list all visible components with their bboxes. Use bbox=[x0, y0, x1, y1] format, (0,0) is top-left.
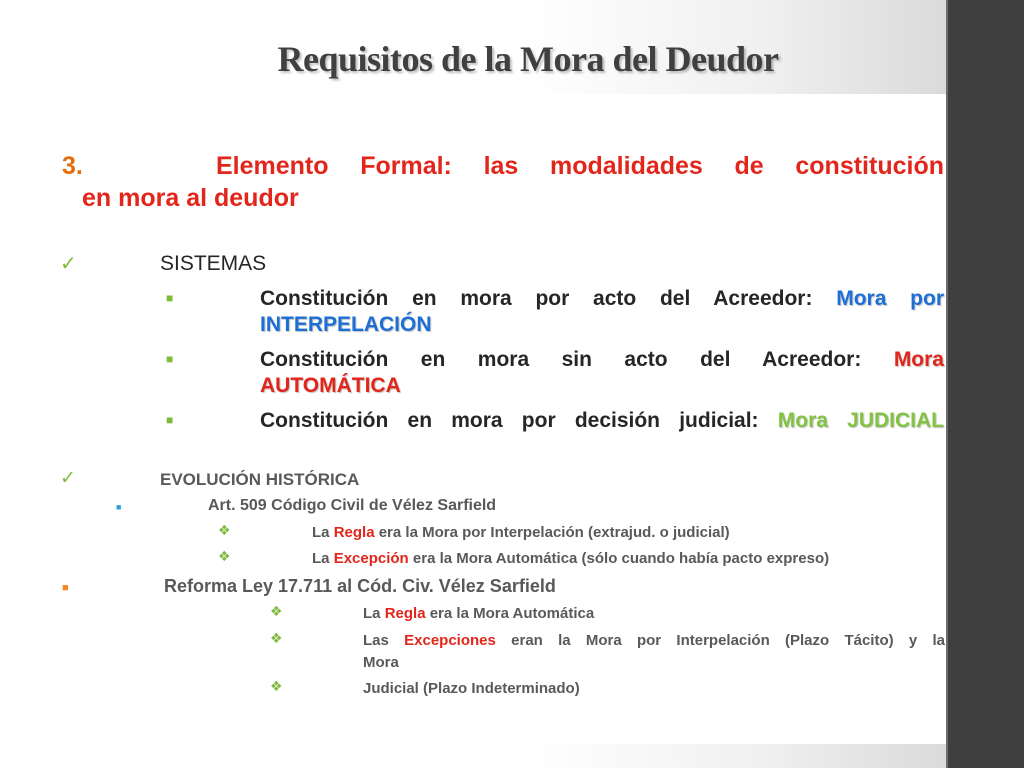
section-number-text: 3. bbox=[62, 152, 83, 180]
sistema-item-2-line1 bbox=[260, 348, 944, 372]
art-item-regla-post: era la Mora por Interpelación (extrajud. o judicial) bbox=[378, 524, 730, 541]
reforma-item-regla bbox=[363, 605, 594, 622]
sistema-item-3-text: Constitución en mora por decisión judicial: bbox=[260, 409, 759, 432]
sistemas-label: SISTEMAS bbox=[160, 252, 267, 275]
sistema-item-1-text: Constitución en mora por acto del Acreedor: bbox=[260, 287, 813, 310]
checkmark-icon: ✓ bbox=[60, 253, 77, 275]
art-item-regla-pre: La bbox=[312, 524, 330, 541]
evolucion-label: EVOLUCIÓN HISTÓRICA bbox=[160, 470, 360, 489]
sistema-item-1-line2: INTERPELACIÓN bbox=[260, 313, 432, 336]
section-number bbox=[62, 152, 83, 181]
right-decorative-band bbox=[948, 0, 1024, 768]
sistema-item-3-line1 bbox=[260, 409, 944, 433]
four-diamonds-icon: ❖ bbox=[218, 522, 231, 538]
section-heading-line2: en mora al deudor bbox=[82, 184, 299, 212]
art-item-excepcion-post: era la Mora Automática (sólo cuando había pacto expreso) bbox=[412, 550, 830, 567]
four-diamonds-icon: ❖ bbox=[270, 630, 283, 646]
square-bullet-icon: ■ bbox=[166, 291, 174, 305]
slide-title: Requisitos de la Mora del Deudor bbox=[277, 39, 779, 79]
reforma-item-regla-post: era la Mora Automática bbox=[429, 605, 595, 622]
reforma-item-excepciones-key: Excepciones bbox=[404, 632, 496, 649]
four-diamonds-icon: ❖ bbox=[270, 603, 283, 619]
reforma-item-judicial: Judicial (Plazo Indeterminado) bbox=[363, 680, 580, 697]
square-bullet-icon: ■ bbox=[62, 582, 69, 594]
sistema-item-3-highlight: Mora JUDICIAL bbox=[777, 409, 944, 432]
square-bullet-icon: ■ bbox=[166, 413, 174, 427]
reforma-item-regla-pre: La bbox=[363, 605, 381, 622]
reforma-item-excepciones-pre: Las bbox=[363, 632, 389, 649]
reforma-item-excepciones-post: eran la Mora por Interpelación (Plazo Tácito) y la bbox=[511, 632, 946, 649]
sistema-item-2-highlight: Mora bbox=[893, 348, 944, 371]
section-heading-line1: Elemento Formal: las modalidades de constitución bbox=[216, 152, 944, 180]
art-item-excepcion-pre: La bbox=[312, 550, 330, 567]
art-item-excepcion bbox=[312, 550, 829, 567]
evolucion-reforma: Reforma Ley 17.711 al Cód. Civ. Vélez Sarfield bbox=[164, 576, 556, 596]
sistema-item-2-text: Constitución en mora sin acto del Acreedor: bbox=[260, 348, 862, 371]
art-item-excepcion-key: Excepción bbox=[333, 550, 409, 567]
evolucion-art: Art. 509 Código Civil de Vélez Sarfield bbox=[208, 497, 497, 514]
four-diamonds-icon: ❖ bbox=[218, 548, 231, 564]
four-diamonds-icon: ❖ bbox=[270, 678, 283, 694]
reforma-item-regla-key: Regla bbox=[384, 605, 426, 622]
reforma-item-excepciones-cont: Mora bbox=[363, 654, 399, 671]
sistema-item-1-highlight: Mora por bbox=[836, 287, 944, 310]
sistema-item-2-line2: AUTOMÁTICA bbox=[260, 374, 401, 397]
art-item-regla bbox=[312, 524, 730, 541]
square-bullet-icon: ■ bbox=[166, 352, 174, 366]
square-bullet-icon: ■ bbox=[116, 502, 122, 512]
reforma-item-excepciones bbox=[363, 632, 945, 649]
sistema-item-1-line1 bbox=[260, 287, 944, 311]
checkmark-icon: ✓ bbox=[60, 468, 76, 489]
art-item-regla-key: Regla bbox=[333, 524, 375, 541]
